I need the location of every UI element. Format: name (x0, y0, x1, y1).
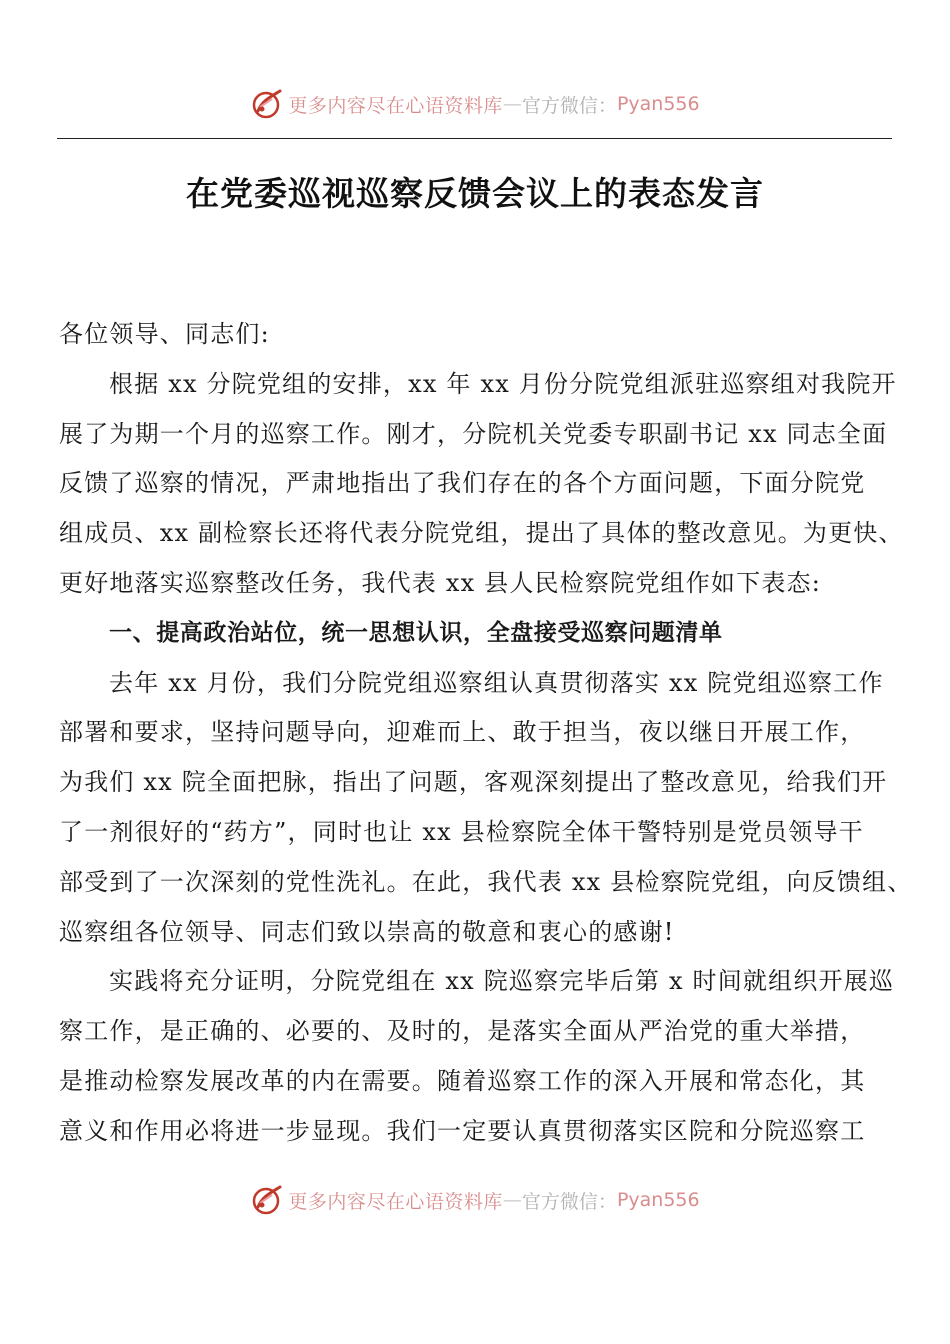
brush-logo-icon (250, 87, 284, 121)
paragraph-line: 实践将充分证明，分院党组在 xx 院巡察完毕后第 x 时间就组织开展巡 (109, 967, 895, 996)
paragraph-line: 了一剂很好的“药方”，同时也让 xx 县检察院全体干警特别是党员领导干 (59, 817, 864, 846)
watermark-separator: — (502, 1189, 522, 1211)
watermark-text: 更多内容尽在心语资料库 (288, 94, 503, 117)
watermark-wechat-label: 官方微信： (521, 1190, 617, 1213)
paragraph-line: 更好地落实巡察整改任务，我代表 xx 县人民检察院党组作如下表态: (59, 568, 822, 597)
header-watermark (0, 84, 950, 124)
paragraph-line: 是推动检察发展改革的内在需要。随着巡察工作的深入开展和常态化，其 (59, 1066, 866, 1095)
document-title: 在党委巡视巡察反馈会议上的表态发言 (186, 174, 764, 213)
footer-watermark (0, 1180, 950, 1220)
salutation-line: 各位领导、同志们: (59, 320, 270, 348)
watermark-wechat-label: 官方微信： (521, 94, 617, 117)
watermark-wechat-id: Pyan556 (616, 93, 700, 115)
paragraph-line: 展了为期一个月的巡察工作。刚才，分院机关党委专职副书记 xx 同志全面 (59, 419, 888, 448)
paragraph-line: 为我们 xx 院全面把脉，指出了问题，客观深刻提出了整改意见，给我们开 (59, 768, 888, 797)
paragraph-line: 去年 xx 月份，我们分院党组巡察组认真贯彻落实 xx 院党组巡察工作 (109, 668, 884, 697)
watermark-text: 更多内容尽在心语资料库 (288, 1190, 503, 1213)
document-body (59, 310, 913, 1157)
section-heading: 一、提高政治站位，统一思想认识，全盘接受巡察问题清单 (109, 619, 723, 646)
header-divider (57, 138, 892, 139)
paragraph-line: 察工作，是正确的、必要的、及时的，是落实全面从严治党的重大举措， (59, 1017, 866, 1046)
paragraph-line: 巡察组各位领导、同志们致以崇高的敬意和衷心的感谢! (59, 917, 675, 946)
brush-logo-icon (250, 1183, 284, 1217)
watermark-separator: — (502, 93, 522, 115)
watermark-wechat-id: Pyan556 (616, 1189, 700, 1211)
paragraph-line: 组成员、xx 副检察长还将代表分院党组，提出了具体的整改意见。为更快、 (59, 519, 904, 548)
paragraph-line: 意义和作用必将进一步显现。我们一定要认真贯彻落实区院和分院巡察工 (59, 1116, 866, 1145)
paragraph-line: 部署和要求，坚持问题导向，迎难而上、敢于担当，夜以继日开展工作， (59, 718, 866, 747)
paragraph-line: 部受到了一次深刻的党性洗礼。在此，我代表 xx 县检察院党组，向反馈组、 (59, 867, 913, 896)
paragraph-line: 反馈了巡察的情况，严肃地指出了我们存在的各个方面问题，下面分院党 (59, 469, 866, 498)
paragraph-line: 根据 xx 分院党组的安排，xx 年 xx 月份分院党组派驻巡察组对我院开 (109, 369, 897, 398)
